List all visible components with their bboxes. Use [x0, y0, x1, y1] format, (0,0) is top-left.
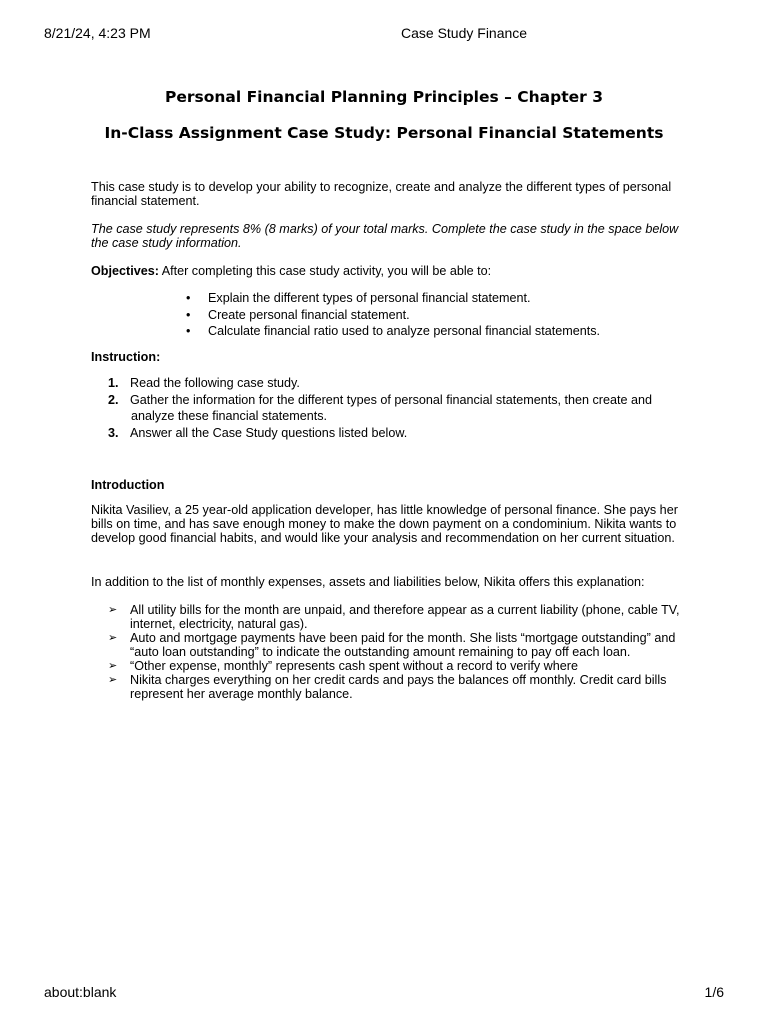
objective-item: • Create personal financial statement.	[186, 307, 686, 324]
explanation-item	[108, 631, 688, 659]
step-text: Gather the information for the different types of personal financial statements, then create and	[130, 392, 653, 407]
explanation-item	[108, 659, 688, 673]
objectives-list	[186, 290, 686, 340]
step-item	[108, 375, 688, 392]
explanation-item	[108, 673, 688, 701]
step-item	[108, 392, 688, 425]
explanation-text: “Other expense, monthly” represents cash spent without a record to verify where	[130, 659, 578, 673]
explanation-text: All utility bills for the month are unpaid, and therefore appear as a current liability (phone, cable TV, internet, electricity, natural gas).	[130, 603, 680, 631]
step-number: 2.	[108, 392, 119, 407]
objectives-label: Objectives:	[91, 264, 159, 278]
print-footer	[44, 984, 724, 1002]
page-number: 1/6	[704, 984, 724, 1000]
step-text-continued: analyze these financial statements.	[131, 409, 328, 423]
arrow-bullet-icon: ➢	[108, 674, 118, 686]
explanation-text: Nikita charges everything on her credit cards and pays the balances off monthly. Credit card bills represent her average monthly balance.	[130, 673, 667, 701]
explanation-text: Auto and mortgage payments have been paid for the month. She lists “mortgage outstanding” and “auto loan outstanding” to indicate the outstanding amount remaining to pay off each loan.	[130, 631, 676, 659]
intro-paragraph: This case study is to develop your ability to recognize, create and analyze the different types of personal financial statement.	[91, 180, 672, 208]
instruction-steps	[108, 375, 688, 441]
print-header	[44, 25, 724, 43]
marks-paragraph: The case study represents 8% (8 marks) of your total marks. Complete the case study in the space below the case study information.	[91, 222, 679, 250]
step-number: 1.	[108, 376, 119, 390]
nikita-paragraph: Nikita Vasiliev, a 25 year-old application developer, has little knowledge of personal finance. She pays her bills on time, and has save enough money to make the down payment on a condominium. Nikita wants to develop good financial habits, and would like your analysis and recommendation on her current situation.	[91, 503, 678, 545]
explanation-list	[108, 603, 688, 701]
explanation-item	[108, 603, 688, 631]
step-text: Answer all the Case Study questions listed below.	[130, 425, 408, 440]
print-url: about:blank	[44, 984, 117, 1000]
arrow-bullet-icon: ➢	[108, 632, 118, 644]
objectives-text: After completing this case study activity, you will be able to:	[158, 264, 492, 278]
print-doc-title: Case Study Finance	[401, 25, 528, 41]
objective-item: • Explain the different types of personal financial statement.	[186, 290, 686, 307]
step-item	[108, 425, 688, 442]
step-text: Read the following case study.	[130, 376, 300, 390]
arrow-bullet-icon: ➢	[108, 660, 118, 672]
objectives-paragraph	[91, 264, 681, 278]
instruction-label: Instruction:	[91, 350, 161, 364]
addition-paragraph: In addition to the list of monthly expenses, assets and liabilities below, Nikita offers this explanation:	[91, 575, 645, 589]
introduction-label: Introduction	[91, 478, 165, 492]
document-heading-chapter: Personal Financial Planning Principles – Chapter 3	[165, 88, 603, 106]
arrow-bullet-icon: ➢	[108, 604, 118, 616]
objective-item: • Calculate financial ratio used to analyze personal financial statements.	[186, 323, 686, 340]
step-number: 3.	[108, 425, 119, 440]
document-heading-assignment: In-Class Assignment Case Study: Personal Financial Statements	[104, 124, 664, 142]
print-date: 8/21/24, 4:23 PM	[44, 25, 151, 41]
